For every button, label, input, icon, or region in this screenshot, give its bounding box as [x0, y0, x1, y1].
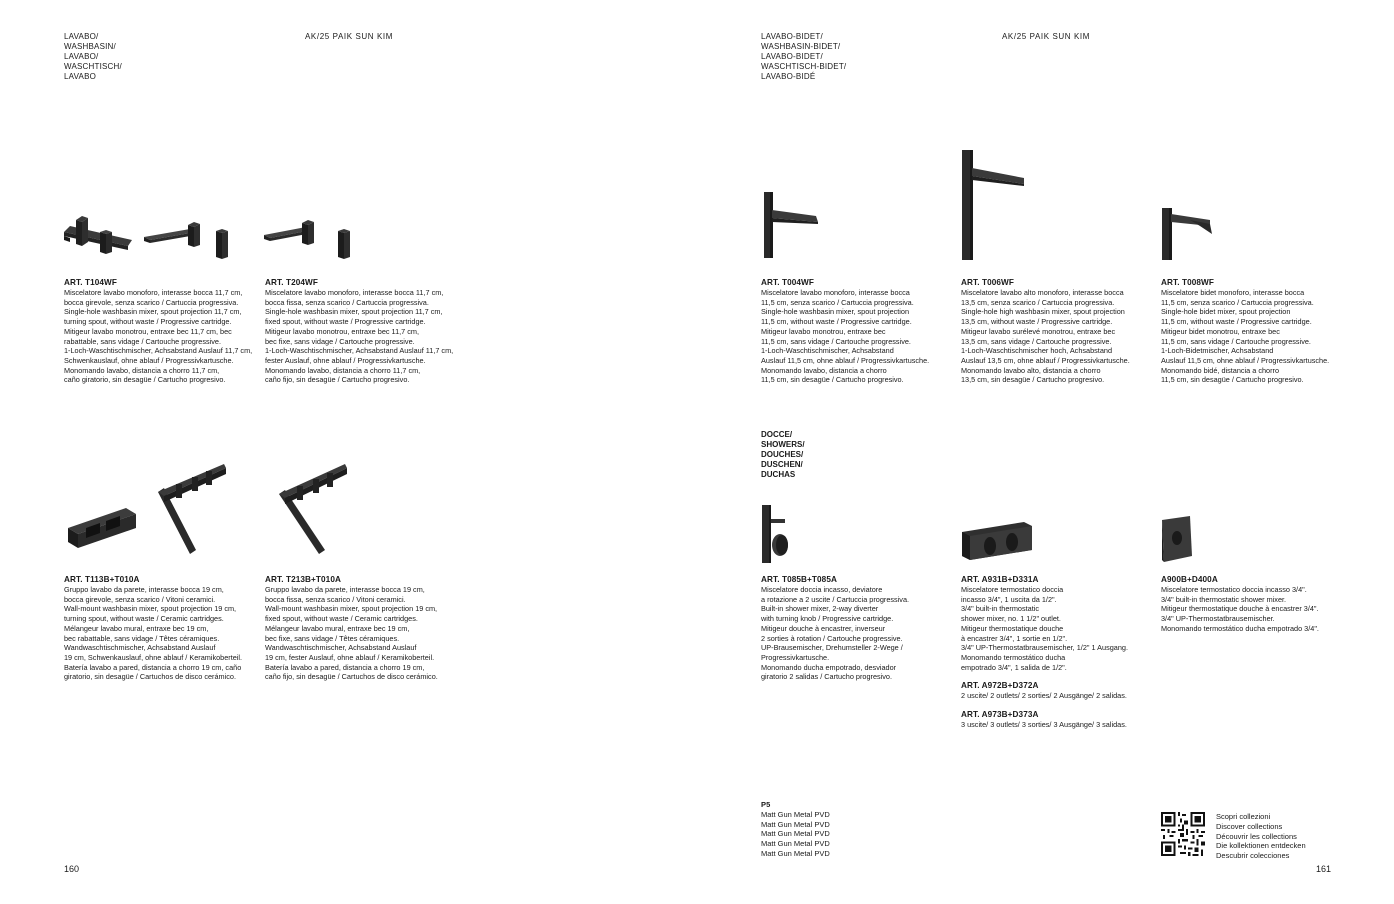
- product-image-t085b: [760, 505, 794, 563]
- qr-caption-line: Die kollektionen entdecken: [1216, 841, 1306, 851]
- description-line: 11,5 cm, sin desagüe / Cartucho progresivo.: [761, 375, 904, 385]
- product-description: [961, 720, 1128, 730]
- description-line: Miscelatore termostatico doccia: [961, 585, 1064, 594]
- description-line: Batería lavabo a pared, distancia a chorro 19 cm, caño: [64, 662, 242, 672]
- description-line: 3/4" built-in thermostatic: [961, 604, 1040, 614]
- description-line: 11,5 cm, without waste / Progressive cartridge.: [1161, 317, 1312, 327]
- qr-caption: [1216, 812, 1306, 861]
- product-description: [265, 288, 453, 385]
- description-line: Built-in shower mixer, 2-way diverter: [761, 604, 879, 614]
- product-image-t104wf: [62, 212, 134, 257]
- description-line: UP-Brausemischer, Drehumsteller 2-Wege /: [761, 643, 903, 653]
- left-page-number: 160: [64, 864, 80, 874]
- description-line: Auslauf 11,5 cm, ohne ablauf / Progressivkartusche.: [761, 355, 930, 365]
- product-image-t006wf: [958, 150, 1028, 260]
- description-line: Miscelatore lavabo alto monoforo, interasse bocca: [961, 288, 1124, 297]
- description-line: bocca fissa, senza scarico / Vitoni ceramici.: [265, 594, 406, 604]
- description-line: Monomando termostático ducha: [961, 652, 1066, 662]
- left-header-line: WASHBASIN/: [64, 42, 116, 51]
- section-line: DUSCHEN/: [761, 460, 803, 469]
- description-line: Wandwaschtischmischer, Achsabstand Auslauf: [265, 643, 417, 653]
- description-line: Schwenkauslauf, ohne ablauf / Progressivkartusche.: [64, 355, 234, 365]
- right-header-line: LAVABO-BIDET/: [761, 52, 823, 61]
- section-line: SHOWERS/: [761, 440, 805, 449]
- description-line: Miscelatore termostatico doccia incasso 3/4".: [1161, 585, 1307, 594]
- product-code: ART. A931B+D331A: [961, 575, 1039, 584]
- description-line: Monomando lavabo alto, distancia a chorro: [961, 365, 1101, 375]
- description-line: Monomando termostático ducha empotrado 3/4".: [1161, 623, 1319, 633]
- product-block-a931b: [961, 575, 1128, 730]
- product-block-t113b: [64, 575, 242, 682]
- description-line: 1-Loch-Bidetmischer, Achsabstand: [1161, 346, 1274, 356]
- left-series-title: AK/25 PAIK SUN KIM: [305, 32, 394, 41]
- description-line: with turning knob / Progressive cartridge.: [761, 614, 894, 624]
- description-line: Gruppo lavabo da parete, interasse bocca 19 cm,: [265, 585, 425, 594]
- finish-line: Matt Gun Metal PVD: [761, 809, 830, 819]
- description-line: Batería lavabo a pared, distancia a chorro 19 cm,: [265, 662, 425, 672]
- finish-line: Matt Gun Metal PVD: [761, 839, 830, 849]
- product-image-t113b-spout: [156, 462, 228, 554]
- description-line: 11,5 cm, senza scarico / Cartuccia progressiva.: [761, 297, 914, 307]
- description-line: rabattable, sans vidage / Cartouche progressive.: [64, 336, 221, 346]
- right-series-title: AK/25 PAIK SUN KIM: [1002, 32, 1091, 41]
- description-line: Monomando lavabo, distancia a chorro 11,7 cm,: [64, 365, 220, 375]
- description-line: Wall-mount washbasin mixer, spout projection 19 cm,: [265, 604, 438, 614]
- description-line: Wandwaschtischmischer, Achsabstand Auslauf: [64, 643, 216, 653]
- right-header-line: LAVABO-BIDÉ: [761, 72, 816, 81]
- product-block-t008wf: [1161, 278, 1329, 385]
- product-description: [961, 585, 1128, 672]
- description-line: 1-Loch-Waschtischmischer, Achsabstand Auslauf 11,7 cm,: [64, 346, 253, 356]
- description-line: bocca fissa, senza scarico / Cartuccia progressiva.: [265, 297, 429, 307]
- product-description: [1161, 288, 1329, 385]
- right-page-number: 161: [1316, 864, 1332, 874]
- left-header-line: LAVABO/: [64, 32, 99, 41]
- right-header-line: LAVABO-BIDET/: [761, 32, 823, 41]
- description-line: Mitigeur douche à encastrer, inverseur: [761, 623, 886, 633]
- product-code: ART. T104WF: [64, 278, 117, 287]
- finish-code: P5: [761, 800, 771, 809]
- description-line: 13,5 cm, senza scarico / Cartuccia progressiva.: [961, 297, 1115, 307]
- description-line: 1-Loch-Waschtischmischer hoch, Achsabstand: [961, 346, 1113, 356]
- description-line: 3 uscite/ 3 outlets/ 3 sorties/ 3 Ausgänge/ 3 salidas.: [961, 720, 1127, 730]
- description-line: 11,5 cm, sans vidage / Cartouche progressive.: [761, 336, 911, 346]
- product-code: ART. T085B+T085A: [761, 575, 837, 584]
- description-line: Monomando lavabo, distancia a chorro: [761, 365, 887, 375]
- product-description: [265, 585, 438, 682]
- description-line: Mitigeur thermostatique douche: [961, 623, 1064, 633]
- description-line: shower mixer, no. 1 1/2" outlet.: [961, 614, 1061, 624]
- product-block-a900b: [1161, 575, 1319, 634]
- product-image-t213b: [277, 462, 349, 554]
- description-line: Miscelatore lavabo monoforo, interasse bocca 11,7 cm,: [64, 288, 243, 297]
- description-line: Monomando ducha empotrado, desviador: [761, 662, 897, 672]
- description-line: turning spout, without waste / Ceramic cartridges.: [64, 614, 224, 624]
- product-block-t004wf: [761, 278, 929, 385]
- description-line: Mitigeur lavabo monotrou, entraxe bec 11,7 cm,: [265, 326, 419, 336]
- description-line: Mitigeur lavabo monotrou, entraxe bec 11,7 cm, bec: [64, 326, 232, 336]
- left-header-line: LAVABO/: [64, 52, 99, 61]
- description-line: Single-hole washbasin mixer, spout projection 11,7 cm,: [265, 307, 443, 317]
- description-line: Wall-mount washbasin mixer, spout projection 19 cm,: [64, 604, 237, 614]
- description-line: Monomando bidé, distancia a chorro: [1161, 365, 1280, 375]
- description-line: 3/4" UP-Thermostatbrausemischer.: [1161, 614, 1275, 624]
- description-line: 1-Loch-Waschtischmischer, Achsabstand: [761, 346, 894, 356]
- product-code: ART. A972B+D372A: [961, 681, 1039, 691]
- description-line: 11,5 cm, without waste / Progressive cartridge.: [761, 317, 912, 327]
- description-line: 19 cm, Schwenkauslauf, ohne ablauf / Keramikoberteil.: [64, 652, 243, 662]
- description-line: Gruppo lavabo da parete, interasse bocca 19 cm,: [64, 585, 224, 594]
- description-line: bocca girevole, senza scarico / Cartuccia progressiva.: [64, 297, 239, 307]
- finish-line: Matt Gun Metal PVD: [761, 829, 830, 839]
- description-line: Progressivkartusche.: [761, 652, 830, 662]
- description-line: bec rabattable, sans vidage / Têtes céramiques.: [64, 633, 220, 643]
- left-category-header: [64, 32, 122, 82]
- product-image-t104wf-alt: [142, 219, 240, 261]
- product-image-a931b: [960, 520, 1034, 562]
- description-line: Miscelatore bidet monoforo, interasse bocca: [1161, 288, 1305, 297]
- description-line: 19 cm, fester Auslauf, ohne ablauf / Keramikoberteil.: [265, 652, 435, 662]
- product-block-t085b: [761, 575, 909, 682]
- description-line: Miscelatore lavabo monoforo, interasse bocca: [761, 288, 910, 297]
- description-line: caño fijo, sin desagüe / Cartucho progresivo.: [265, 375, 410, 385]
- product-code: ART. T004WF: [761, 278, 814, 287]
- product-image-t204wf: [262, 219, 362, 261]
- product-description: [64, 585, 242, 682]
- description-line: empotrado 3/4", 1 salida de 1/2".: [961, 662, 1067, 672]
- description-line: 11,5 cm, sin desagüe / Cartucho progresivo.: [1161, 375, 1304, 385]
- right-header-line: WASHBASIN-BIDET/: [761, 42, 841, 51]
- qr-caption-line: Descubrir colecciones: [1216, 851, 1290, 861]
- qr-code[interactable]: [1161, 812, 1205, 856]
- product-description: [64, 288, 252, 385]
- description-line: 3/4" built-in thermostatic shower mixer.: [1161, 594, 1287, 604]
- description-line: 2 sorties à rotation / Cartouche progressive.: [761, 633, 903, 643]
- product-image-t008wf: [1160, 198, 1214, 260]
- description-line: caño giratorio, sin desagüe / Cartucho progresivo.: [64, 375, 226, 385]
- product-code: ART. A973B+D373A: [961, 710, 1039, 720]
- showers-section-header: [761, 430, 805, 480]
- section-line: DOCCE/: [761, 430, 793, 439]
- description-line: 1-Loch-Waschtischmischer, Achsabstand Auslauf 11,7 cm,: [265, 346, 454, 356]
- description-line: Single-hole high washbasin mixer, spout projection: [961, 307, 1125, 317]
- section-line: DUCHAS: [761, 470, 796, 479]
- description-line: fixed spout, without waste / Progressive cartridge.: [265, 317, 426, 327]
- description-line: 13,5 cm, sin desagüe / Cartucho progresivo.: [961, 375, 1105, 385]
- description-line: Mélangeur lavabo mural, entraxe bec 19 cm,: [265, 623, 410, 633]
- right-category-header: [761, 32, 846, 82]
- finish-block: [761, 800, 830, 859]
- product-image-t113b-basin: [66, 500, 138, 552]
- description-line: Single-hole bidet mixer, spout projection: [1161, 307, 1291, 317]
- description-line: Single-hole washbasin mixer, spout projection: [761, 307, 910, 317]
- description-line: bocca girevole, senza scarico / Vitoni ceramici.: [64, 594, 216, 604]
- description-line: giratorio 2 salidas / Cartucho progresivo.: [761, 672, 893, 682]
- product-image-a900b: [1160, 516, 1194, 562]
- right-header-line: WASCHTISCH-BIDET/: [761, 62, 847, 71]
- description-line: Miscelatore lavabo monoforo, interasse bocca 11,7 cm,: [265, 288, 444, 297]
- description-line: fester Auslauf, ohne ablauf / Progressivkartusche.: [265, 355, 426, 365]
- description-line: a rotazione a 2 uscite / Cartuccia progressiva.: [761, 594, 910, 604]
- description-line: Mitigeur thermostatique douche à encastrer 3/4".: [1161, 604, 1319, 614]
- product-description: [761, 288, 929, 385]
- description-line: 13,5 cm, sans vidage / Cartouche progressive.: [961, 336, 1112, 346]
- product-description: [961, 288, 1130, 385]
- description-line: incasso 3/4", 1 uscita da 1/2".: [961, 594, 1057, 604]
- description-line: à encastrer 3/4", 1 sortie en 1/2".: [961, 633, 1068, 643]
- description-line: bec fixe, sans vidage / Cartouche progressive.: [265, 336, 415, 346]
- finish-line: Matt Gun Metal PVD: [761, 848, 830, 858]
- product-code: ART. T213B+T010A: [265, 575, 341, 584]
- description-line: 2 uscite/ 2 outlets/ 2 sorties/ 2 Ausgänge/ 2 salidas.: [961, 691, 1127, 701]
- description-line: bec fixe, sans vidage / Têtes céramiques.: [265, 633, 400, 643]
- description-line: Miscelatore doccia incasso, deviatore: [761, 585, 883, 594]
- description-line: 3/4" UP-Thermostatbrausemischer, 1/2" 1 Ausgang.: [961, 643, 1129, 653]
- product-description: [761, 585, 909, 682]
- description-line: turning spout, without waste / Progressive cartridge.: [64, 317, 232, 327]
- qr-caption-line: Discover collections: [1216, 821, 1283, 831]
- description-line: Mélangeur lavabo mural, entraxe bec 19 cm,: [64, 623, 209, 633]
- description-line: Mitigeur lavabo monotrou, entraxe bec: [761, 326, 886, 336]
- product-block-t213b: [265, 575, 438, 682]
- section-line: DOUCHES/: [761, 450, 804, 459]
- left-header-line: LAVABO: [64, 72, 97, 81]
- description-line: Single-hole washbasin mixer, spout projection 11,7 cm,: [64, 307, 242, 317]
- product-block-t204wf: [265, 278, 453, 385]
- description-line: giratorio, sin desagüe / Cartuchos de disco cerámico.: [64, 672, 236, 682]
- product-code: ART. T204WF: [265, 278, 318, 287]
- finish-line: Matt Gun Metal PVD: [761, 819, 830, 829]
- qr-caption-line: Scopri collezioni: [1216, 812, 1271, 821]
- description-line: 11,5 cm, senza scarico / Cartuccia progressiva.: [1161, 297, 1314, 307]
- product-code: ART. T006WF: [961, 278, 1014, 287]
- product-block-t006wf: [961, 278, 1130, 385]
- description-line: fixed spout, without waste / Ceramic cartridges.: [265, 614, 418, 624]
- left-header-line: WASCHTISCH/: [64, 62, 122, 71]
- description-line: Auslauf 11,5 cm, ohne ablauf / Progressivkartusche.: [1161, 355, 1330, 365]
- description-line: 11,5 cm, sans vidage / Cartouche progressive.: [1161, 336, 1311, 346]
- product-code: ART. T113B+T010A: [64, 575, 140, 584]
- product-code: ART. T008WF: [1161, 278, 1214, 287]
- description-line: Mitigeur bidet monotrou, entraxe bec: [1161, 326, 1280, 336]
- description-line: Mitigeur lavabo surélevé monotrou, entraxe bec: [961, 326, 1116, 336]
- product-description: [1161, 585, 1319, 634]
- description-line: Auslauf 13,5 cm, ohne ablauf / Progressivkartusche.: [961, 355, 1130, 365]
- description-line: 13,5 cm, without waste / Progressive cartridge.: [961, 317, 1113, 327]
- product-code: A900B+D400A: [1161, 575, 1218, 584]
- qr-caption-line: Découvrir les collections: [1216, 831, 1297, 841]
- description-line: caño fijo, sin desagüe / Cartuchos de disco cerámico.: [265, 672, 438, 682]
- product-description: [961, 691, 1128, 701]
- product-block-t104wf: [64, 278, 252, 385]
- product-image-t004wf: [760, 192, 822, 258]
- description-line: Monomando lavabo, distancia a chorro 11,7 cm,: [265, 365, 421, 375]
